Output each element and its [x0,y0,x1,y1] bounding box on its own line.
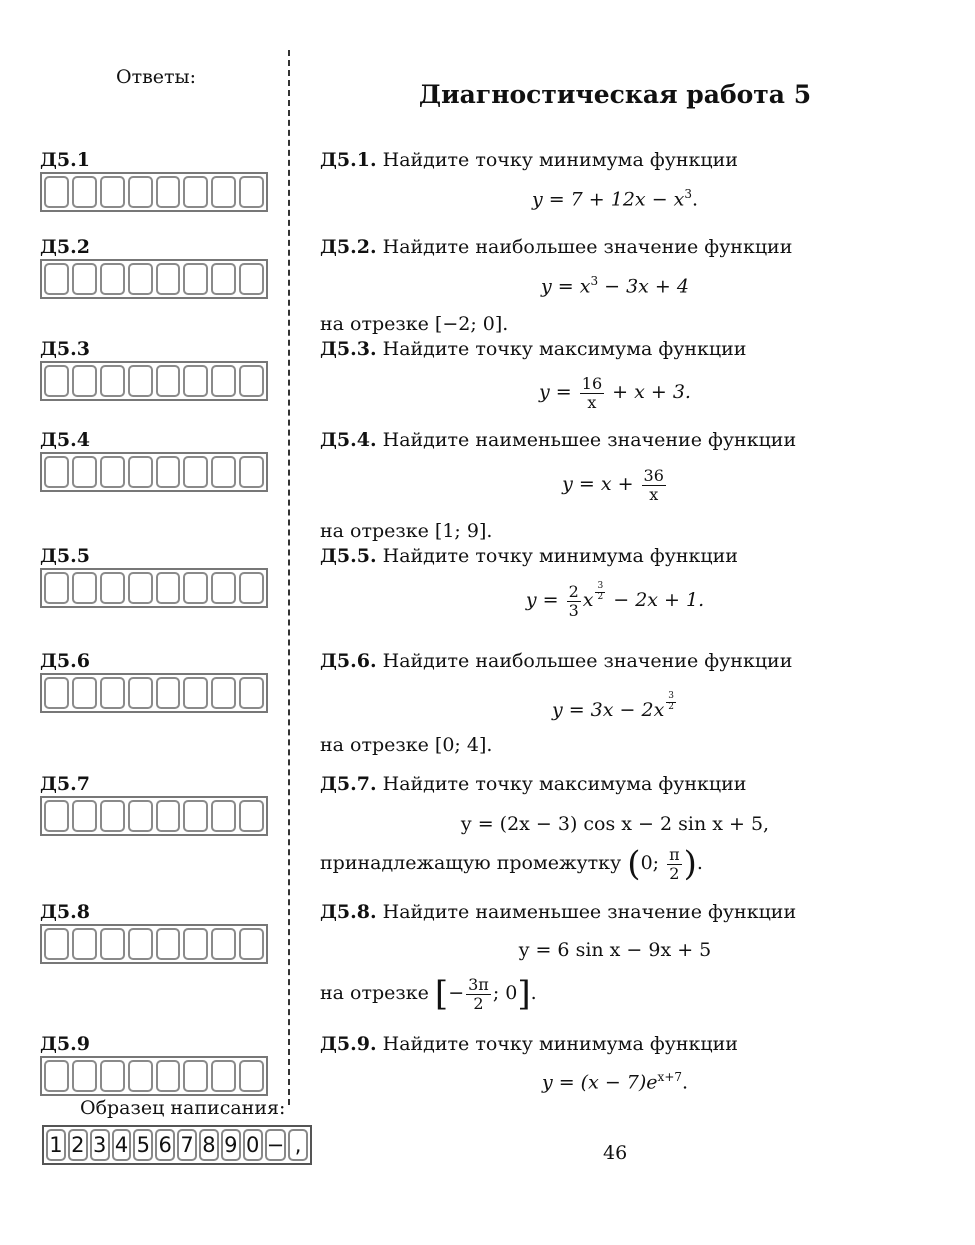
answer-cell[interactable] [183,176,208,208]
sample-glyph: , [288,1129,308,1161]
answer-cell[interactable] [211,263,236,295]
page-title: Диагностическая работа 5 [418,80,812,109]
answer-cell[interactable] [183,456,208,488]
answer-boxes[interactable] [40,172,268,212]
answer-cell[interactable] [239,928,264,960]
task-6-statement: Д5.6. Найдите наибольшее значение функции [320,650,793,672]
answer-cell[interactable] [156,365,181,397]
answer-cell[interactable] [72,176,97,208]
answer-cell[interactable] [183,365,208,397]
answer-cell[interactable] [239,176,264,208]
answer-cell[interactable] [183,572,208,604]
answer-cell[interactable] [211,1060,236,1092]
answer-cell[interactable] [211,928,236,960]
sample-glyph: 0 [243,1129,263,1161]
answer-boxes[interactable] [40,361,268,401]
task-4-formula: y = x + $\frac{36}{x}$ [562,466,664,504]
task-2-statement: Д5.2. Найдите наибольшее значение функции [320,236,793,258]
answer-cell[interactable] [100,1060,125,1092]
answer-label: Д5.4 [40,429,90,451]
task-8-formula: y = 6 sin x − 9x + 5 [518,939,712,961]
answer-cell[interactable] [239,677,264,709]
answer-cell[interactable] [128,456,153,488]
sample-glyph: 8 [199,1129,219,1161]
sample-label: Образец написания: [80,1097,286,1119]
sample-glyph: 4 [112,1129,132,1161]
answer-label: Д5.8 [40,901,90,923]
sample-glyph: 6 [155,1129,175,1161]
sample-glyph: − [265,1129,287,1161]
task-1-formula: $y = 7 + 12x - x^3$. [531,187,699,211]
task-2-formula: $y = x^3 - 3x + 4$ [541,274,689,298]
answer-cell[interactable] [239,263,264,295]
task-6-interval: на отрезке [0; 4]. [320,734,493,756]
answer-cell[interactable] [239,365,264,397]
answers-header: Ответы: [116,66,197,88]
answer-cell[interactable] [100,800,125,832]
answer-cell[interactable] [183,800,208,832]
answer-cell[interactable] [211,572,236,604]
task-5-formula: y = $\frac{2}{3}$ x $\frac{3}{2}$ − 2x + 1. [525,581,705,620]
answer-label: Д5.9 [40,1033,90,1055]
answer-cell[interactable] [128,365,153,397]
answer-cell[interactable] [44,365,69,397]
sample-glyph: 1 [46,1129,66,1161]
task-9-formula: $y = (x - 7)e^{x+7}$. [541,1070,689,1094]
answer-cell[interactable] [100,365,125,397]
answer-cell[interactable] [156,456,181,488]
answer-cell[interactable] [239,800,264,832]
sample-glyph: 2 [68,1129,88,1161]
answer-label: Д5.5 [40,545,90,567]
answer-cell[interactable] [128,1060,153,1092]
task-8-interval: на отрезке [− $\frac{3\pi}{2}$ ; 0]. [320,974,537,1015]
answer-cell[interactable] [211,800,236,832]
answer-cell[interactable] [72,928,97,960]
answer-cell[interactable] [72,800,97,832]
answer-label: Д5.7 [40,773,90,795]
task-7-statement: Д5.7. Найдите точку максимума функции [320,773,747,795]
answer-cell[interactable] [128,677,153,709]
sample-glyph: 7 [177,1129,197,1161]
answer-cell[interactable] [156,176,181,208]
task-7-interval: принадлежащую промежутку (0; $\frac{\pi}{2}$ ). [320,844,703,885]
answer-cell[interactable] [183,677,208,709]
answer-cell[interactable] [128,928,153,960]
sample-digits [42,1125,312,1165]
answer-cell[interactable] [100,456,125,488]
task-4-statement: Д5.4. Найдите наименьшее значение функции [320,429,797,451]
page-number: 46 [603,1142,628,1164]
answer-cell[interactable] [100,263,125,295]
answer-cell[interactable] [156,928,181,960]
answer-cell[interactable] [211,456,236,488]
task-3-formula: y = $\frac{16}{x}$ + x + 3. [539,374,691,412]
answer-cell[interactable] [156,800,181,832]
dashed-divider [288,50,290,1105]
task-9-statement: Д5.9. Найдите точку минимума функции [320,1033,738,1055]
answer-cell[interactable] [100,176,125,208]
task-4-interval: на отрезке [1; 9]. [320,520,493,542]
answer-cell[interactable] [128,263,153,295]
task-7-formula: y = (2x − 3) cos x − 2 sin x + 5, [460,813,770,835]
answer-cell[interactable] [44,928,69,960]
answer-cell[interactable] [239,572,264,604]
answer-cell[interactable] [44,1060,69,1092]
answer-cell[interactable] [72,572,97,604]
answer-cell[interactable] [44,263,69,295]
answer-cell[interactable] [239,1060,264,1092]
sample-glyph: 3 [90,1129,110,1161]
answer-boxes[interactable] [40,452,268,492]
sample-glyph: 5 [133,1129,153,1161]
answer-cell[interactable] [44,572,69,604]
answer-boxes[interactable] [40,259,268,299]
answer-cell[interactable] [100,928,125,960]
answer-boxes[interactable] [40,924,268,964]
answer-cell[interactable] [211,677,236,709]
answer-cell[interactable] [211,365,236,397]
answer-cell[interactable] [72,1060,97,1092]
answer-cell[interactable] [183,1060,208,1092]
task-1-statement: Д5.1. Найдите точку минимума функции [320,149,738,171]
answer-cell[interactable] [44,677,69,709]
answer-cell[interactable] [44,176,69,208]
task-6-formula: y = 3x − 2x $\frac{3}{2}$ [551,691,675,722]
answer-cell[interactable] [183,263,208,295]
task-3-statement: Д5.3. Найдите точку максимума функции [320,338,747,360]
answer-cell[interactable] [72,677,97,709]
answer-cell[interactable] [44,800,69,832]
answer-cell[interactable] [156,1060,181,1092]
answer-cell[interactable] [100,572,125,604]
answer-label: Д5.6 [40,650,90,672]
task-2-interval: на отрезке [−2; 0]. [320,313,509,335]
task-8-statement: Д5.8. Найдите наименьшее значение функции [320,901,797,923]
answer-label: Д5.1 [40,149,90,171]
answer-cell[interactable] [156,677,181,709]
answer-cell[interactable] [239,456,264,488]
answer-cell[interactable] [44,456,69,488]
answer-cell[interactable] [100,677,125,709]
answer-cell[interactable] [156,572,181,604]
answer-boxes[interactable] [40,568,268,608]
task-5-statement: Д5.5. Найдите точку минимума функции [320,545,738,567]
sample-glyph: 9 [221,1129,241,1161]
answer-cell[interactable] [211,176,236,208]
answer-cell[interactable] [128,176,153,208]
answer-cell[interactable] [128,572,153,604]
answer-label: Д5.3 [40,338,90,360]
answer-cell[interactable] [72,365,97,397]
answer-boxes[interactable] [40,1056,268,1096]
answer-cell[interactable] [128,800,153,832]
answer-cell[interactable] [183,928,208,960]
answer-boxes[interactable] [40,796,268,836]
answer-label: Д5.2 [40,236,90,258]
answer-cell[interactable] [156,263,181,295]
answer-boxes[interactable] [40,673,268,713]
answer-cell[interactable] [72,456,97,488]
answer-cell[interactable] [72,263,97,295]
